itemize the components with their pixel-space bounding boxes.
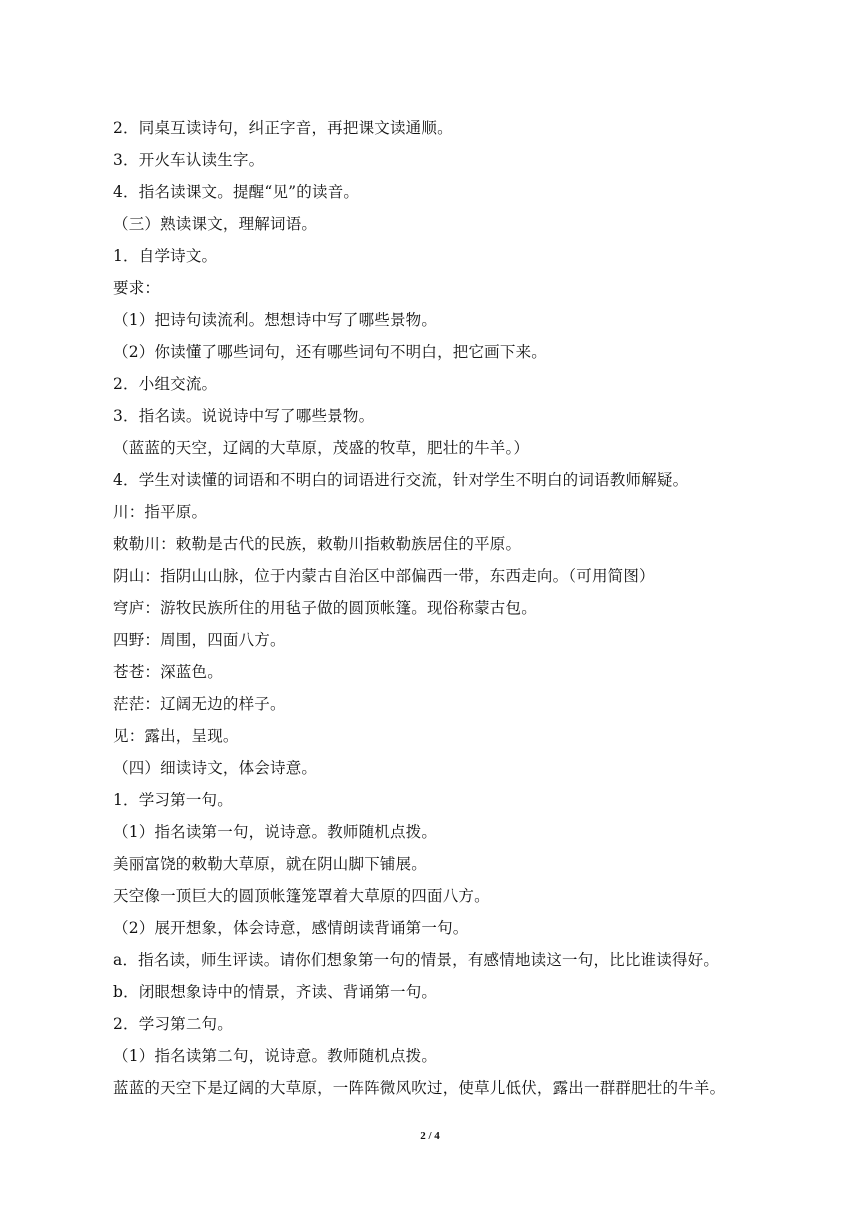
definition-line: 四野：周围，四面八方。 [113,631,286,649]
text-line: 3．开火车认读生字。 [113,151,265,169]
definition-line: 见：露出，呈现。 [113,727,239,745]
text-line: （1）指名读第二句，说诗意。教师随机点拨。 [113,1047,438,1065]
definition-line: 茫茫：辽阔无边的样子。 [113,695,286,713]
text-line: 4．指名读课文。提醒“见”的读音。 [113,183,360,201]
text-line: 2．同桌互读诗句，纠正字音，再把课文读通顺。 [113,119,453,137]
text-line: （1）把诗句读流利。想想诗中写了哪些景物。 [113,311,438,329]
definition-line: 苍苍：深蓝色。 [113,663,223,681]
page-number: 2 / 4 [420,1130,440,1142]
text-line: （2）你读懂了哪些词句，还有哪些词句不明白，把它画下来。 [113,343,547,361]
text-line: 2．小组交流。 [113,375,218,393]
text-line: （2）展开想象，体会诗意，感情朗读背诵第一句。 [113,919,469,937]
definition-line: 川：指平原。 [113,503,208,521]
text-line: 1．学习第一句。 [113,791,233,809]
section-heading: （三）熟读课文，理解词语。 [113,215,318,233]
text-line: 2．学习第二句。 [113,1015,233,1033]
document-body [113,112,803,1104]
text-line: a．指名读，师生评读。请你们想象第一句的情景，有感情地读这一句，比比谁读得好。 [113,951,720,969]
text-line: 蓝蓝的天空下是辽阔的大草原，一阵阵微风吹过，使草儿低伏，露出一群群肥壮的牛羊。 [113,1079,726,1097]
section-heading: （四）细读诗文，体会诗意。 [113,759,318,777]
text-line: b．闭眼想象诗中的情景，齐读、背诵第一句。 [113,983,438,1001]
definition-line: 穹庐：游牧民族所住的用毡子做的圆顶帐篷。现俗称蒙古包。 [113,599,537,617]
text-line: 美丽富饶的敕勒大草原，就在阴山脚下铺展。 [113,855,428,873]
definition-line: 敕勒川：敕勒是古代的民族，敕勒川指敕勒族居住的平原。 [113,535,522,553]
text-line: 3．指名读。说说诗中写了哪些景物。 [113,407,375,425]
definition-line: 阴山：指阴山山脉，位于内蒙古自治区中部偏西一带，东西走向。（可用简图） [113,567,655,585]
text-line: （1）指名读第一句，说诗意。教师随机点拨。 [113,823,438,841]
text-line: 4．学生对读懂的词语和不明白的词语进行交流，针对学生不明白的词语教师解疑。 [113,471,689,489]
text-line: 天空像一顶巨大的圆顶帐篷笼罩着大草原的四面八方。 [113,887,490,905]
text-line: 1．自学诗文。 [113,247,218,265]
text-line: （蓝蓝的天空，辽阔的大草原，茂盛的牧草，肥壮的牛羊。） [113,439,530,457]
text-line: 要求： [113,279,161,297]
